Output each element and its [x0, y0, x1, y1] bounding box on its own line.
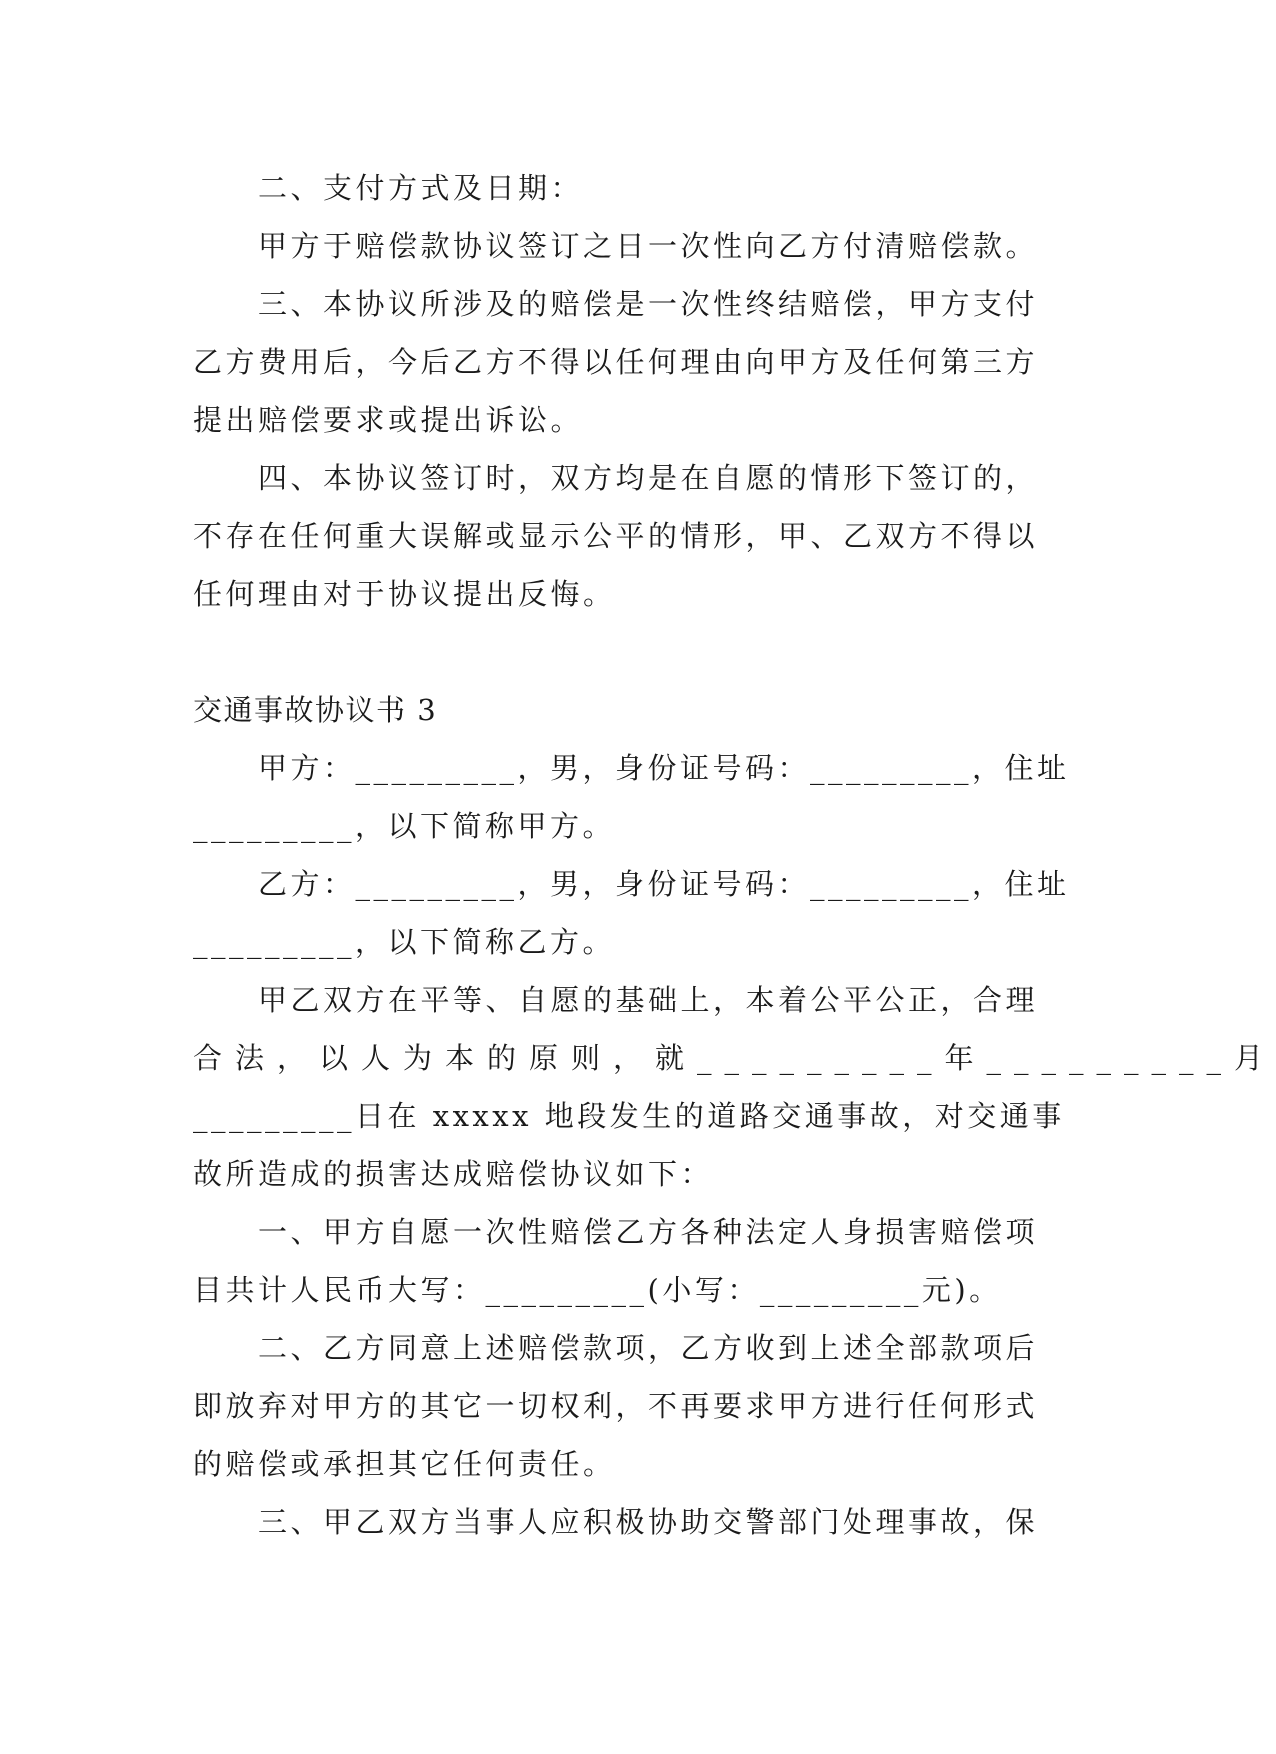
paragraph-line: 不存在任何重大误解或显示公平的情形，甲、乙双方不得以 [193, 519, 1039, 553]
paragraph-line: 任何理由对于协议提出反悔。 [193, 577, 616, 611]
paragraph-line: 三、本协议所涉及的赔偿是一次性终结赔偿，甲方支付 [258, 287, 1039, 321]
paragraph-line: 甲乙双方在平等、自愿的基础上，本着公平公正，合理 [258, 983, 1039, 1017]
party-a-line: _________，以下简称甲方。 [193, 809, 616, 843]
paragraph-line: 目共计人民币大写：_________(小写：_________元)。 [193, 1273, 1002, 1307]
party-a-line: 甲方：_________，男，身份证号码：_________，住址 [258, 751, 1070, 785]
paragraph-line: 的赔偿或承担其它任何责任。 [193, 1447, 616, 1481]
paragraph-line: 提出赔偿要求或提出诉讼。 [193, 403, 584, 437]
paragraph-line: 二、乙方同意上述赔偿款项，乙方收到上述全部款项后 [258, 1331, 1039, 1365]
paragraph-line: 乙方费用后，今后乙方不得以任何理由向甲方及任何第三方 [193, 345, 1039, 379]
paragraph-line: 故所造成的损害达成赔偿协议如下： [193, 1157, 714, 1191]
paragraph-line: 甲方于赔偿款协议签订之日一次性向乙方付清赔偿款。 [258, 229, 1039, 263]
paragraph-line: 合法，以人为本的原则，就_________年_________月 [193, 1041, 1276, 1075]
paragraph-line: 即放弃对甲方的其它一切权利，不再要求甲方进行任何形式 [193, 1389, 1039, 1423]
paragraph-line: 一、甲方自愿一次性赔偿乙方各种法定人身损害赔偿项 [258, 1215, 1039, 1249]
party-b-line: _________，以下简称乙方。 [193, 925, 616, 959]
paragraph-line: 四、本协议签订时，双方均是在自愿的情形下签订的， [258, 461, 1039, 495]
party-b-line: 乙方：_________，男，身份证号码：_________，住址 [258, 867, 1070, 901]
paragraph-line: 三、甲乙双方当事人应积极协助交警部门处理事故，保 [258, 1505, 1039, 1539]
agreement-title: 交通事故协议书 3 [193, 693, 438, 727]
paragraph-line: _________日在 xxxxx 地段发生的道路交通事故，对交通事 [193, 1099, 1065, 1133]
section-2-heading: 二、支付方式及日期： [258, 171, 584, 205]
